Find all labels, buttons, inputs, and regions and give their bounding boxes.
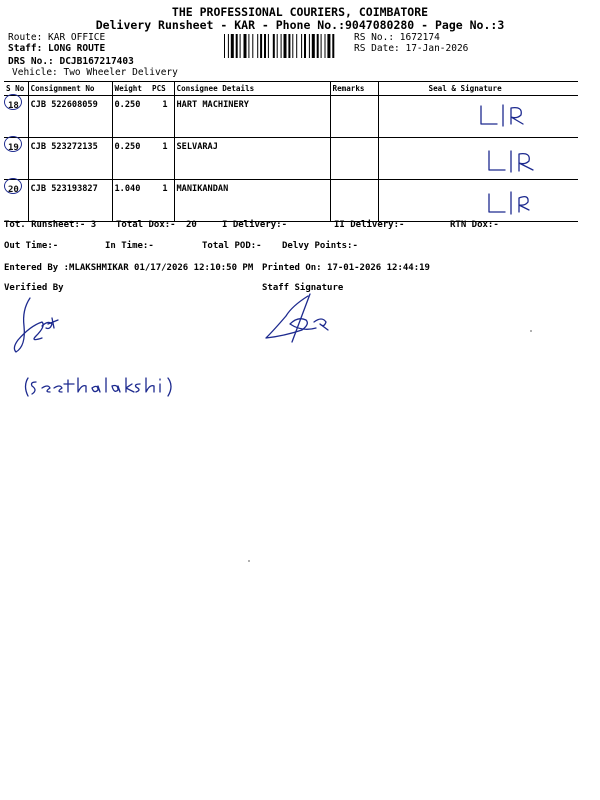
sno-value: 20 bbox=[8, 185, 19, 195]
weight-cell: 0.250 bbox=[114, 100, 141, 110]
in-time: In Time:- bbox=[105, 241, 154, 251]
barcode-bar bbox=[264, 34, 266, 58]
barcode-bar bbox=[252, 34, 253, 58]
remarks-cell bbox=[330, 180, 378, 222]
ii-delivery: II Delivery:- bbox=[334, 220, 405, 230]
seal-cell bbox=[378, 138, 578, 180]
handwritten-name-signature bbox=[22, 374, 182, 400]
barcode-bar bbox=[231, 34, 234, 58]
pcs-cell: 1 bbox=[150, 138, 174, 180]
consignment-cell: CJB 522608059 bbox=[28, 96, 112, 138]
lr-signature-mark bbox=[475, 102, 595, 128]
company-title: THE PROFESSIONAL COURIERS, COIMBATORE bbox=[171, 5, 429, 19]
sno-cell bbox=[4, 96, 28, 138]
rs-date: RS Date: 17-Jan-2026 bbox=[354, 43, 469, 54]
barcode-bar bbox=[309, 34, 310, 58]
runsheet-subtitle: Delivery Runsheet - KAR - Phone No.:9047080280 - Page No.:3 bbox=[95, 18, 505, 32]
consignment-cell: CJB 523272135 bbox=[28, 138, 112, 180]
consignee-cell: MANIKANDAN bbox=[174, 180, 330, 222]
delvy-points: Delvy Points:- bbox=[282, 241, 358, 251]
barcode-bar bbox=[292, 34, 293, 58]
sno-cell bbox=[4, 138, 28, 180]
lr-signature-mark bbox=[483, 190, 600, 216]
barcode-bar bbox=[228, 34, 229, 58]
barcode-bar bbox=[273, 34, 275, 58]
barcode-bar bbox=[224, 34, 225, 58]
col-seal: Seal & Signature bbox=[428, 84, 502, 93]
barcode-bar bbox=[277, 34, 278, 58]
barcode-bar bbox=[332, 34, 334, 58]
consignment-cell: CJB 523193827 bbox=[28, 180, 112, 222]
route-label: Route: KAR OFFICE bbox=[8, 32, 106, 43]
vehicle-label: Vehicle: Two Wheeler Delivery bbox=[12, 67, 178, 78]
staff-signature bbox=[262, 292, 342, 344]
sno-value: 18 bbox=[8, 101, 19, 111]
weight-cell: 1.040 bbox=[114, 184, 141, 194]
barcode-bar bbox=[321, 34, 322, 58]
col-pcs: PCS bbox=[150, 82, 174, 96]
col-consignment: Consignment No bbox=[28, 82, 112, 96]
barcode-bar bbox=[257, 34, 258, 58]
lr-signature-mark bbox=[483, 148, 600, 174]
barcode-bar bbox=[260, 34, 262, 58]
barcode-bar bbox=[317, 34, 319, 58]
printed-on: Printed On: 17-01-2026 12:44:19 bbox=[262, 263, 430, 273]
seal-cell bbox=[378, 180, 578, 222]
col-weight: Weight bbox=[114, 84, 142, 93]
pcs-cell: 1 bbox=[150, 96, 174, 138]
table-header-row bbox=[4, 82, 578, 96]
seal-cell bbox=[378, 96, 578, 138]
barcode-bar bbox=[284, 34, 287, 58]
rtn-dox: RTN Dox:- bbox=[450, 220, 499, 230]
table-row bbox=[4, 138, 578, 180]
total-dox-value: 20 bbox=[186, 220, 197, 230]
tot-runsheet: Tot. Runsheet:- 3 bbox=[4, 220, 97, 230]
paper-speck bbox=[248, 560, 250, 562]
pcs-cell: 1 bbox=[150, 180, 174, 222]
consignee-cell: HART MACHINERY bbox=[174, 96, 330, 138]
barcode-bar bbox=[301, 34, 302, 58]
barcode-bar bbox=[268, 34, 269, 58]
barcode-bar bbox=[244, 34, 247, 58]
staff-signature-label: Staff Signature bbox=[262, 283, 344, 293]
drs-number: DRS No.: DCJB167217403 bbox=[8, 56, 134, 67]
table-row bbox=[4, 180, 578, 222]
total-dox-label: Total Dox:- bbox=[116, 220, 176, 230]
barcode-bar bbox=[304, 34, 306, 58]
barcode-image bbox=[224, 34, 350, 58]
barcode-bar bbox=[325, 34, 326, 58]
verified-signature bbox=[8, 296, 68, 358]
out-time: Out Time:- bbox=[4, 241, 59, 251]
weight-cell: 0.250 bbox=[114, 142, 141, 152]
sno-cell bbox=[4, 180, 28, 222]
verified-by-label: Verified By bbox=[4, 283, 64, 293]
paper-speck bbox=[530, 330, 532, 332]
consignee-cell: SELVARAJ bbox=[174, 138, 330, 180]
rs-number: RS No.: 1672174 bbox=[354, 32, 440, 43]
col-sno: S No bbox=[4, 82, 28, 96]
col-consignee: Consignee Details bbox=[174, 82, 330, 96]
barcode-bar bbox=[288, 34, 290, 58]
sno-value: 19 bbox=[8, 143, 19, 153]
i-delivery: I Delivery:- bbox=[222, 220, 288, 230]
remarks-cell bbox=[330, 138, 378, 180]
staff-label: Staff: LONG ROUTE bbox=[8, 43, 106, 54]
delivery-table bbox=[4, 81, 578, 222]
barcode-bar bbox=[312, 34, 315, 58]
table-row bbox=[4, 96, 578, 138]
barcode-bar bbox=[296, 34, 297, 58]
barcode-bar bbox=[327, 34, 330, 58]
barcode-bar bbox=[236, 34, 238, 58]
total-pod: Total POD:- bbox=[202, 241, 262, 251]
col-remarks: Remarks bbox=[330, 82, 378, 96]
barcode-bar bbox=[248, 34, 249, 58]
remarks-cell bbox=[330, 96, 378, 138]
barcode-bar bbox=[240, 34, 241, 58]
entered-by: Entered By :MLAKSHMIKAR 01/17/2026 12:10:50 PM bbox=[4, 263, 254, 273]
barcode-bar bbox=[281, 34, 282, 58]
